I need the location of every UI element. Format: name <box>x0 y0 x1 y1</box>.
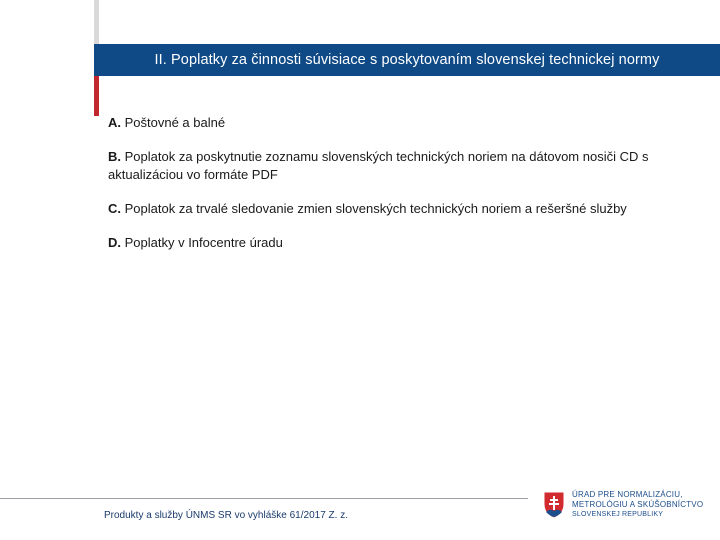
left-accent-line-gray <box>94 0 99 44</box>
item-text: Poplatky v Infocentre úradu <box>121 235 283 250</box>
item-text: Poštovné a balné <box>121 115 226 130</box>
list-item <box>108 148 698 184</box>
item-text: Poplatok za trvalé sledovanie zmien slovenských technických noriem a rešeršné služby <box>121 201 627 216</box>
logo-line-3: SLOVENSKEJ REPUBLIKY <box>572 511 664 518</box>
page-title: II. Poplatky za činnosti súvisiace s poskytovaním slovenskej technickej normy <box>154 52 660 68</box>
logo-line-2: METROLÓGIU A SKÚŠOBNÍCTVO <box>572 500 704 509</box>
footer-divider <box>0 498 528 499</box>
footer-text: Produkty a služby ÚNMS SR vo vyhláške 61/2017 Z. z. <box>104 510 348 521</box>
fee-list <box>108 114 698 268</box>
item-text: Poplatok za poskytnutie zoznamu slovenských technických noriem na dátovom nosiči CD s aktualizáciou vo formáte PDF <box>108 149 649 182</box>
item-letter: C. <box>108 201 121 216</box>
list-item <box>108 234 698 252</box>
item-letter: A. <box>108 115 121 130</box>
title-bar <box>94 44 720 76</box>
logo-line-1: ÚRAD PRE NORMALIZÁCIU, <box>572 490 683 499</box>
item-letter: B. <box>108 149 121 164</box>
slovak-coat-of-arms-icon <box>542 490 566 520</box>
left-accent-line-red <box>94 76 99 116</box>
unms-logo <box>542 490 712 530</box>
list-item <box>108 200 698 218</box>
item-letter: D. <box>108 235 121 250</box>
list-item <box>108 114 698 132</box>
